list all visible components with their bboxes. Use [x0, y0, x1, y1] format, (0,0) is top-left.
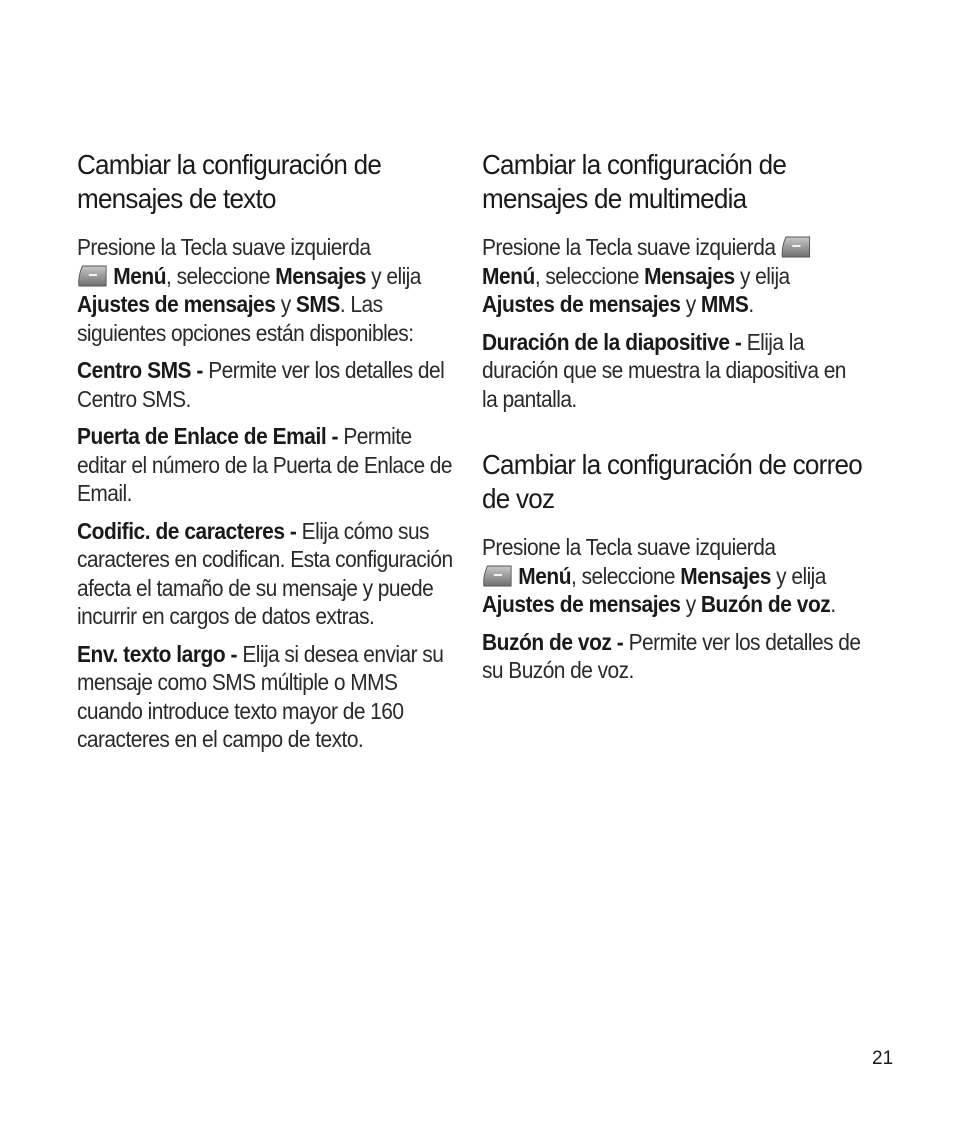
left-soft-key-icon	[781, 235, 812, 259]
ajustes-term: Ajustes de mensajes	[482, 591, 681, 617]
mms-settings-heading: Cambiar la configuración de mensajes de multimedia	[482, 149, 787, 214]
page-number: 21	[872, 1048, 894, 1069]
menu-term: Menú	[518, 562, 572, 589]
voicemail-intro-paragraph: Presione la Tecla suave izquierda Menú, seleccione Mensajes y elija Ajustes de mensajes y Buzón de voz.	[482, 534, 836, 617]
sms-settings-heading: Cambiar la configuración de mensajes de texto	[77, 149, 382, 214]
option-buzon-de-voz: Buzón de voz - Permite ver los detalles de su Buzón de voz.	[482, 628, 861, 683]
option-centro-sms: Centro SMS - Permite ver los detalles del Centro SMS.	[77, 357, 445, 412]
sms-term: SMS	[295, 291, 340, 317]
section-spacer	[482, 422, 862, 448]
voicemail-settings-heading: Cambiar la configuración de correo de voz	[482, 449, 862, 514]
menu-term: Menú	[113, 262, 167, 289]
mensajes-term: Mensajes	[680, 562, 771, 589]
mms-term: MMS	[700, 291, 749, 317]
mms-intro-paragraph: Presione la Tecla suave izquierda Menú, seleccione Mensajes y elija Ajustes de mensajes y MMS.	[482, 233, 862, 319]
menu-term: Menú	[482, 262, 535, 289]
buzon-term: Buzón de voz	[700, 591, 831, 617]
mensajes-term: Mensajes	[275, 262, 366, 289]
left-column	[77, 148, 455, 763]
mensajes-term: Mensajes	[644, 262, 735, 289]
ajustes-term: Ajustes de mensajes	[77, 291, 276, 317]
sms-intro-paragraph: Presione la Tecla suave izquierda Menú, seleccione Mensajes y elija Ajustes de mensajes y SMS. Las siguientes opciones están disponibles:	[77, 234, 421, 346]
left-soft-key-icon	[482, 564, 513, 588]
option-codific-caracteres: Codific. de caracteres - Elija cómo sus caracteres en codifican. Esta configuración afecta el tamaño de su mensaje y puede incurrir en cargos de datos extras.	[77, 517, 453, 629]
option-env-texto-largo: Env. texto largo - Elija si desea enviar su mensaje como SMS múltiple o MMS cuando introduce texto mayor de 160 caracteres en el campo de texto.	[77, 640, 444, 752]
option-duracion-diapositiva: Duración de la diapositive - Elija la duración que se muestra la diapositiva en la pantalla.	[482, 328, 846, 412]
left-soft-key-icon	[77, 264, 108, 288]
right-column	[482, 148, 862, 694]
option-puerta-enlace-email: Puerta de Enlace de Email - Permite editar el número de la Puerta de Enlace de Email.	[77, 423, 453, 506]
ajustes-term: Ajustes de mensajes	[482, 291, 681, 317]
